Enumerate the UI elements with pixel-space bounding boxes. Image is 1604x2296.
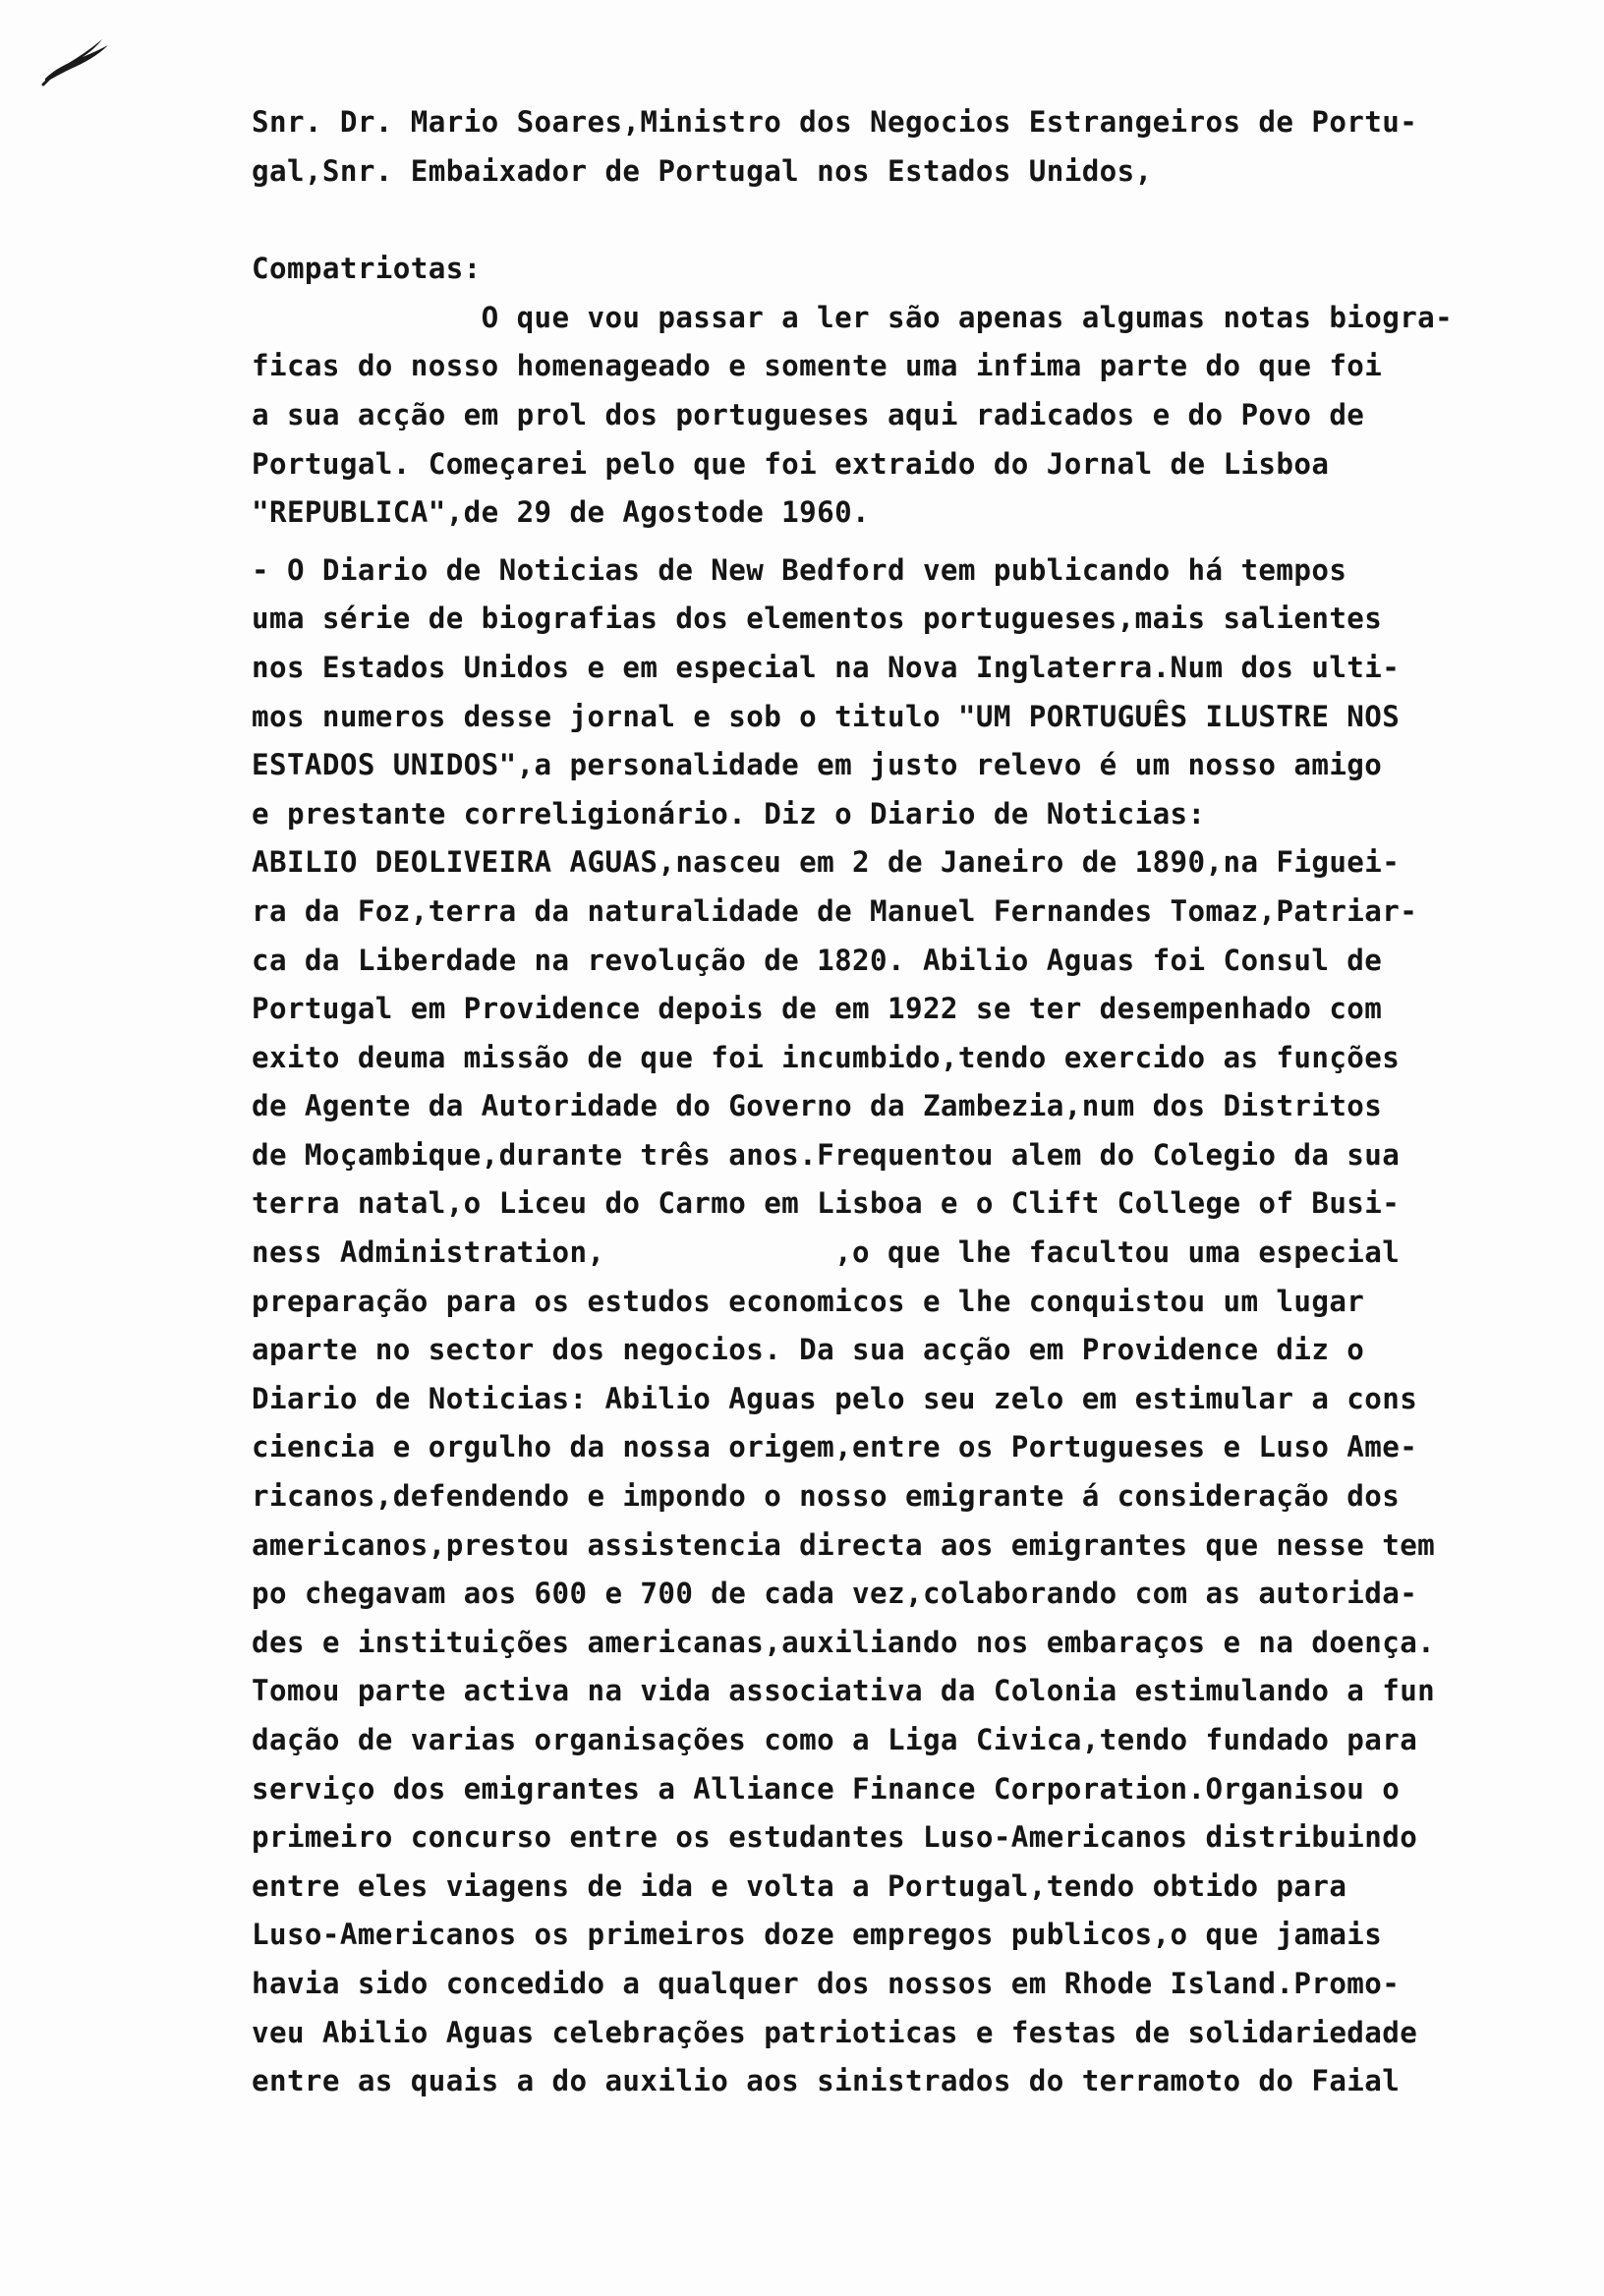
body-line: ness Administration, ,o que lhe facultou uma especial (252, 1235, 1401, 1270)
body-line: ricanos,defendendo e impondo o nosso emigrante á consideração dos (252, 1479, 1401, 1514)
body-line: veu Abilio Aguas celebrações patrioticas e festas de solidariedade (252, 2015, 1418, 2049)
greeting: Compatriotas: (252, 252, 482, 286)
body-line: de Moçambique,durante três anos.Frequentou alem do Colegio da sua (252, 1137, 1401, 1172)
handwritten-mark-icon (39, 28, 118, 96)
body-line: terra natal,o Liceu do Carmo em Lisboa e o Clift College of Busi- (252, 1186, 1401, 1221)
body-line: po chegavam aos 600 e 700 de cada vez,colaborando com as autorida- (252, 1577, 1418, 1611)
body-line: ciencia e orgulho da nossa origem,entre os Portugueses e Luso Ame- (252, 1430, 1418, 1464)
body-line: serviço dos emigrantes a Alliance Finance Corporation.Organisou o (252, 1771, 1401, 1806)
body-paragraph (252, 546, 1569, 2106)
salutation-line: gal,Snr. Embaixador de Portugal nos Estados Unidos, (252, 153, 1153, 188)
body-line: Portugal em Providence depois de em 1922 se ter desempenhado com (252, 992, 1383, 1026)
body-line: ca da Liberdade na revolução de 1820. Abilio Aguas foi Consul de (252, 943, 1383, 977)
body-line: dação de varias organisações como a Liga Civica,tendo fundado para (252, 1723, 1418, 1756)
salutation (252, 98, 1569, 196)
body-line: entre eles viagens de ida e volta a Portugal,tendo obtido para (252, 1868, 1347, 1903)
body-line: uma série de biografias dos elementos portugueses,mais salientes (252, 602, 1383, 636)
body-line: americanos,prestou assistencia directa aos emigrantes que nesse tem (252, 1527, 1436, 1562)
intro-line: Portugal. Começarei pelo que foi extraido do Jornal de Lisboa (252, 446, 1330, 481)
intro-line: "REPUBLICA",de 29 de Agostode 1960. (252, 495, 871, 530)
body-line: des e instituições americanas,auxiliando nos embaraços e na doença. (252, 1625, 1436, 1659)
body-line: entre as quais a do auxilio aos sinistrados do terramoto do Faial (252, 2064, 1401, 2098)
intro-paragraph (252, 294, 1569, 538)
body-line: ra da Foz,terra da naturalidade de Manuel Fernandes Tomaz,Patriar- (252, 893, 1418, 928)
body-line: ABILIO DEOLIVEIRA AGUAS,nasceu em 2 de Janeiro de 1890,na Figuei- (252, 845, 1401, 880)
body-line: ESTADOS UNIDOS",a personalidade em justo relevo é um nosso amigo (252, 748, 1383, 782)
intro-line: ficas do nosso homenageado e somente uma infima parte do que foi (252, 349, 1383, 383)
body-line: exito deuma missão de que foi incumbido,tendo exercido as funções (252, 1040, 1401, 1074)
body-line: preparação para os estudos economicos e lhe conquistou um lugar (252, 1284, 1365, 1318)
intro-line: a sua acção em prol dos portugueses aqui radicados e do Povo de (252, 397, 1365, 431)
body-line: primeiro concurso entre os estudantes Luso-Americanos distribuindo (252, 1820, 1418, 1855)
body-line: havia sido concedido a qualquer dos nossos em Rhode Island.Promo- (252, 1966, 1401, 2000)
intro-line: O que vou passar a ler são apenas algumas notas biogra- (252, 300, 1454, 334)
body-line: nos Estados Unidos e em especial na Nova Inglaterra.Num dos ulti- (252, 650, 1401, 684)
body-line: mos numeros desse jornal e sob o titulo "UM PORTUGUÊS ILUSTRE NOS (252, 699, 1401, 733)
typewritten-text (252, 98, 1569, 2106)
body-line: aparte no sector dos negocios. Da sua acção em Providence diz o (252, 1333, 1365, 1367)
salutation-line: Snr. Dr. Mario Soares,Ministro dos Negocios Estrangeiros de Portu- (252, 105, 1418, 139)
body-line: - O Diario de Noticias de New Bedford vem publicando há tempos (252, 552, 1347, 587)
body-line: e prestante correligionário. Diz o Diario de Noticias: (252, 796, 1206, 831)
body-line: Tomou parte activa na vida associativa da Colonia estimulando a fun (252, 1674, 1436, 1708)
body-line: Luso-Americanos os primeiros doze empregos publicos,o que jamais (252, 1918, 1383, 1952)
body-line: de Agente da Autoridade do Governo da Zambezia,num dos Distritos (252, 1089, 1383, 1123)
body-line: Diario de Noticias: Abilio Aguas pelo seu zelo em estimular a cons (252, 1381, 1418, 1415)
